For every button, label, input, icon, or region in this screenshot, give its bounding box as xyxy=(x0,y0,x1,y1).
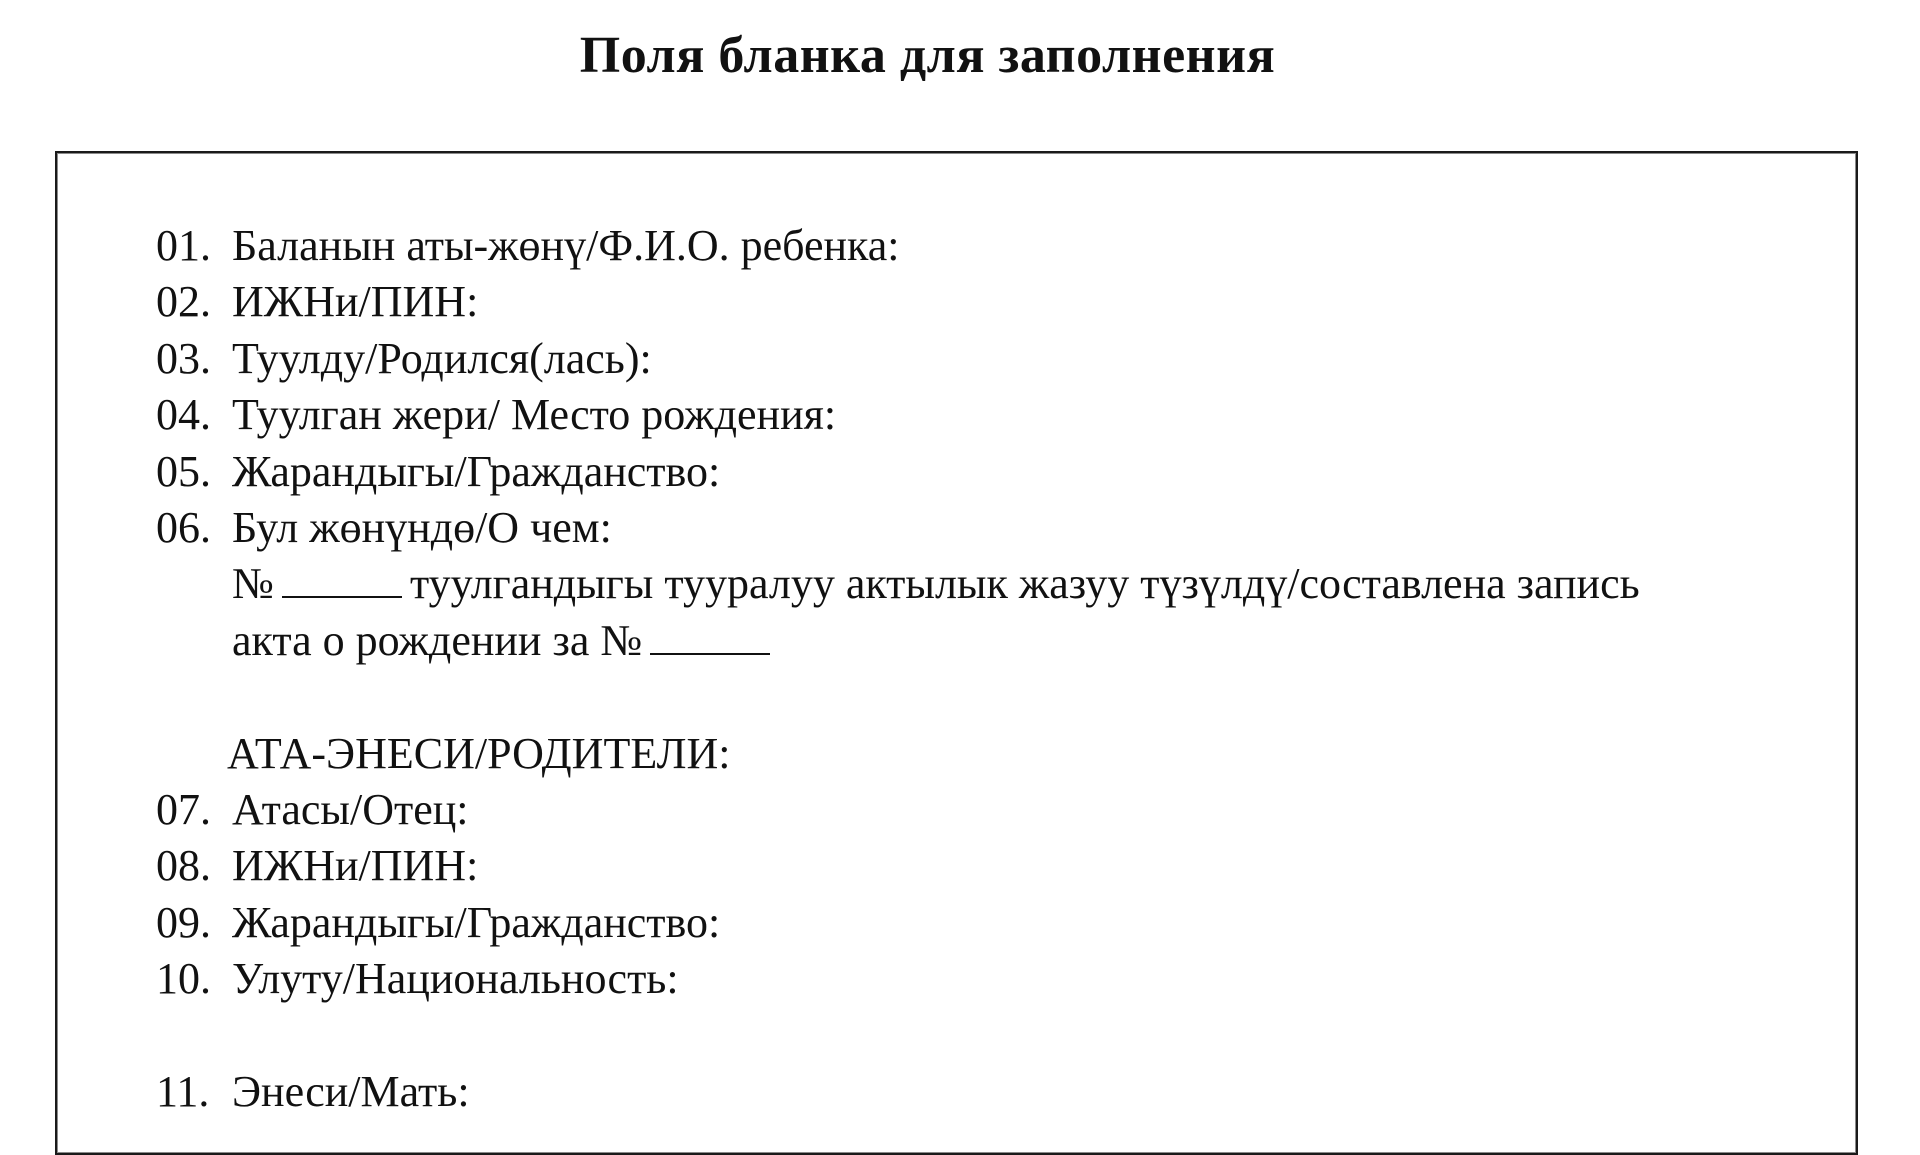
field-row-04 xyxy=(156,387,1640,443)
field-label: Жарандыгы/Гражданство: xyxy=(232,897,721,947)
field-label: Баланын аты-жөнү/Ф.И.О. ребенка: xyxy=(232,221,900,270)
record-note-line-1 xyxy=(156,556,1640,612)
parents-heading: АТА-ЭНЕСИ/РОДИТЕЛИ: xyxy=(227,728,731,778)
field-row-01 xyxy=(156,218,1640,274)
field-number: 07. xyxy=(156,784,211,834)
field-row-10 xyxy=(156,951,1640,1007)
field-row-07 xyxy=(156,782,1640,838)
record-year-blank xyxy=(650,613,770,655)
field-number: 05. xyxy=(156,446,211,496)
field-row-09 xyxy=(156,895,1640,951)
field-label: Туулду/Родился(лась): xyxy=(232,333,652,383)
field-label: Энеси/Мать: xyxy=(232,1066,470,1116)
field-label: ИЖНи/ПИН: xyxy=(232,841,479,891)
field-label: Атасы/Отец: xyxy=(232,784,469,834)
field-number: 02. xyxy=(156,277,211,327)
number-sign: № xyxy=(232,559,274,609)
page-title: Поля бланка для заполнения xyxy=(579,27,1276,84)
field-number: 08. xyxy=(156,841,211,891)
field-label: ИЖНи/ПИН: xyxy=(232,277,479,327)
field-row-05 xyxy=(156,444,1640,500)
field-row-02 xyxy=(156,274,1640,330)
record-note-text-2: акта о рождении за № xyxy=(232,615,643,665)
field-number: 04. xyxy=(156,390,211,440)
record-note-text: туулгандыгы тууралуу актылык жазуу түзүлдү/составлена запись xyxy=(409,559,1640,609)
field-label: Жарандыгы/Гражданство: xyxy=(232,446,721,496)
field-row-06 xyxy=(156,500,1640,556)
field-row-08 xyxy=(156,838,1640,894)
field-label: Туулган жери/ Место рождения: xyxy=(232,390,837,440)
form-fields xyxy=(156,218,1640,1120)
field-number: 09. xyxy=(156,897,211,947)
field-label: Улуту/Национальность: xyxy=(232,954,679,1004)
field-label: Бул жөнүндө/О чем: xyxy=(232,502,612,552)
field-row-11 xyxy=(156,1064,1640,1120)
field-row-03 xyxy=(156,331,1640,387)
record-number-blank xyxy=(282,556,402,598)
field-number: 10. xyxy=(156,954,211,1004)
spacer xyxy=(156,1007,1640,1063)
spacer xyxy=(156,669,1640,725)
record-note-line-2 xyxy=(156,613,1640,669)
parents-heading-row xyxy=(156,726,1640,782)
field-number: 01. xyxy=(156,221,211,270)
field-number: 11. xyxy=(156,1066,210,1116)
field-number: 06. xyxy=(156,502,211,552)
field-number: 03. xyxy=(156,333,211,383)
